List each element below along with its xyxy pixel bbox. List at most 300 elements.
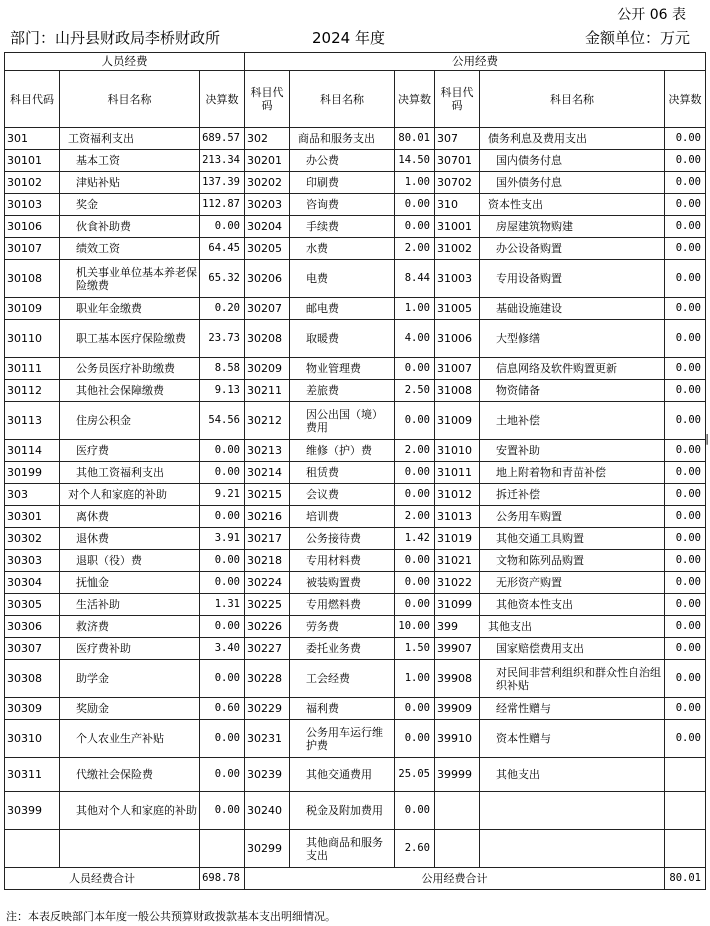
public-total-value: 80.01 xyxy=(665,868,706,890)
amount-value: 0.60 xyxy=(200,698,245,720)
subject-name: 专用设备购置 xyxy=(480,260,665,298)
public-category: 公用经费 xyxy=(245,53,706,71)
subject-name: 租赁费 xyxy=(290,462,395,484)
amount-value: 0.00 xyxy=(665,720,706,758)
subject-name: 印刷费 xyxy=(290,172,395,194)
amount-value: 2.50 xyxy=(395,380,435,402)
subject-code: 30103 xyxy=(5,194,60,216)
amount-value: 0.00 xyxy=(665,484,706,506)
subject-name xyxy=(480,792,665,830)
amount-value: 10.00 xyxy=(395,616,435,638)
amount-value: 0.00 xyxy=(665,638,706,660)
subject-code: 30225 xyxy=(245,594,290,616)
subject-name: 基本工资 xyxy=(60,150,200,172)
col-name: 科目名称 xyxy=(60,71,200,128)
subject-code: 30212 xyxy=(245,402,290,440)
subject-name xyxy=(60,830,200,868)
amount-value: 112.87 xyxy=(200,194,245,216)
subject-code: 39908 xyxy=(435,660,480,698)
table-row xyxy=(5,594,706,616)
subject-code: 31005 xyxy=(435,298,480,320)
amount-value: 8.58 xyxy=(200,358,245,380)
side-mark: | xyxy=(705,432,709,445)
subject-name: 电费 xyxy=(290,260,395,298)
subject-code: 39910 xyxy=(435,720,480,758)
subject-name: 维修（护）费 xyxy=(290,440,395,462)
subject-code: 31007 xyxy=(435,358,480,380)
subject-code: 31001 xyxy=(435,216,480,238)
table-row xyxy=(5,172,706,194)
amount-value: 0.00 xyxy=(665,440,706,462)
subject-code: 31021 xyxy=(435,550,480,572)
table-row xyxy=(5,758,706,792)
amount-value: 0.00 xyxy=(665,194,706,216)
subject-name: 物资储备 xyxy=(480,380,665,402)
amount-value xyxy=(200,830,245,868)
subject-name: 工资福利支出 xyxy=(60,128,200,150)
subject-name: 工会经费 xyxy=(290,660,395,698)
personnel-category: 人员经费 xyxy=(5,53,245,71)
subject-code: 39909 xyxy=(435,698,480,720)
table-row xyxy=(5,484,706,506)
amount-value: 2.00 xyxy=(395,506,435,528)
subject-name: 个人农业生产补贴 xyxy=(60,720,200,758)
table-number: 公开 06 表 xyxy=(617,7,686,23)
subject-name: 办公设备购置 xyxy=(480,238,665,260)
subject-name: 生活补助 xyxy=(60,594,200,616)
amount-value: 0.00 xyxy=(395,194,435,216)
subject-name: 商品和服务支出 xyxy=(290,128,395,150)
subject-name: 咨询费 xyxy=(290,194,395,216)
subject-code: 30231 xyxy=(245,720,290,758)
subject-code: 31008 xyxy=(435,380,480,402)
subject-name: 专用燃料费 xyxy=(290,594,395,616)
subject-code: 30204 xyxy=(245,216,290,238)
subject-name: 土地补偿 xyxy=(480,402,665,440)
subject-name: 资本性赠与 xyxy=(480,720,665,758)
subject-code: 31011 xyxy=(435,462,480,484)
subject-code: 30108 xyxy=(5,260,60,298)
amount-value: 0.00 xyxy=(665,660,706,698)
subject-code: 39999 xyxy=(435,758,480,792)
subject-code: 30106 xyxy=(5,216,60,238)
amount-value: 0.00 xyxy=(665,380,706,402)
subject-name: 经常性赠与 xyxy=(480,698,665,720)
table-row xyxy=(5,698,706,720)
subject-name: 对民间非营利组织和群众性自治组织补贴 xyxy=(480,660,665,698)
totals-row xyxy=(5,868,706,890)
subject-name: 信息网络及软件购置更新 xyxy=(480,358,665,380)
amount-value: 0.00 xyxy=(395,698,435,720)
subject-name: 奖金 xyxy=(60,194,200,216)
subject-code: 30308 xyxy=(5,660,60,698)
amount-value: 0.00 xyxy=(665,698,706,720)
subject-name: 会议费 xyxy=(290,484,395,506)
amount-value: 2.00 xyxy=(395,440,435,462)
table-row xyxy=(5,528,706,550)
table-row xyxy=(5,380,706,402)
amount-value: 0.00 xyxy=(200,440,245,462)
subject-name: 其他工资福利支出 xyxy=(60,462,200,484)
subject-name: 差旅费 xyxy=(290,380,395,402)
subject-code: 30306 xyxy=(5,616,60,638)
amount-value: 0.00 xyxy=(395,216,435,238)
subject-name: 其他资本性支出 xyxy=(480,594,665,616)
table-row xyxy=(5,216,706,238)
amount-value xyxy=(665,830,706,868)
subject-name: 代缴社会保险费 xyxy=(60,758,200,792)
table-row xyxy=(5,128,706,150)
category-row xyxy=(5,53,706,71)
subject-name: 医疗费 xyxy=(60,440,200,462)
subject-code: 30112 xyxy=(5,380,60,402)
subject-name: 福利费 xyxy=(290,698,395,720)
amount-value: 1.00 xyxy=(395,172,435,194)
table-row xyxy=(5,462,706,484)
table-row xyxy=(5,358,706,380)
table-row xyxy=(5,572,706,594)
subject-code: 30107 xyxy=(5,238,60,260)
subject-code: 31006 xyxy=(435,320,480,358)
subject-name: 抚恤金 xyxy=(60,572,200,594)
table-row xyxy=(5,830,706,868)
subject-code: 30304 xyxy=(5,572,60,594)
col-amount: 决算数 xyxy=(665,71,706,128)
amount-value: 137.39 xyxy=(200,172,245,194)
col-code: 科目代码 xyxy=(245,71,290,128)
subject-code: 30209 xyxy=(245,358,290,380)
amount-value: 0.00 xyxy=(395,484,435,506)
unit-label: 金额单位：万元 xyxy=(584,29,690,47)
subject-name: 职工基本医疗保险缴费 xyxy=(60,320,200,358)
subject-name: 因公出国（境）费用 xyxy=(290,402,395,440)
subject-code: 30111 xyxy=(5,358,60,380)
subject-code: 31002 xyxy=(435,238,480,260)
amount-value: 0.00 xyxy=(665,402,706,440)
footnote: 注：本表反映部门本年度一般公共预算财政拨款基本支出明细情况。 xyxy=(6,910,336,923)
col-name: 科目名称 xyxy=(290,71,395,128)
subject-name: 医疗费补助 xyxy=(60,638,200,660)
subject-name: 基础设施建设 xyxy=(480,298,665,320)
subject-code: 30702 xyxy=(435,172,480,194)
subject-name: 离休费 xyxy=(60,506,200,528)
subject-name: 其他支出 xyxy=(480,758,665,792)
subject-name: 国家赔偿费用支出 xyxy=(480,638,665,660)
subject-code: 31013 xyxy=(435,506,480,528)
amount-value: 3.91 xyxy=(200,528,245,550)
col-code: 科目代码 xyxy=(435,71,480,128)
subject-code: 30240 xyxy=(245,792,290,830)
table-row xyxy=(5,194,706,216)
subject-name: 对个人和家庭的补助 xyxy=(60,484,200,506)
amount-value: 0.00 xyxy=(665,594,706,616)
subject-code: 301 xyxy=(5,128,60,150)
amount-value: 0.00 xyxy=(395,792,435,830)
subject-code: 31022 xyxy=(435,572,480,594)
amount-value: 4.00 xyxy=(395,320,435,358)
subject-code: 30205 xyxy=(245,238,290,260)
subject-code: 399 xyxy=(435,616,480,638)
subject-code: 30310 xyxy=(5,720,60,758)
subject-name: 税金及附加费用 xyxy=(290,792,395,830)
amount-value: 0.00 xyxy=(200,616,245,638)
col-amount: 决算数 xyxy=(395,71,435,128)
table-row xyxy=(5,402,706,440)
year-label: 2024 年度 xyxy=(312,29,385,47)
subject-name: 大型修缮 xyxy=(480,320,665,358)
table-row xyxy=(5,660,706,698)
amount-value: 8.44 xyxy=(395,260,435,298)
subject-code: 30114 xyxy=(5,440,60,462)
subject-name: 手续费 xyxy=(290,216,395,238)
subject-code: 30218 xyxy=(245,550,290,572)
table-row xyxy=(5,260,706,298)
subject-name: 国外债务付息 xyxy=(480,172,665,194)
amount-value: 1.00 xyxy=(395,660,435,698)
table-row xyxy=(5,298,706,320)
subject-code xyxy=(435,830,480,868)
subject-name: 委托业务费 xyxy=(290,638,395,660)
amount-value: 0.00 xyxy=(665,572,706,594)
subject-code: 30102 xyxy=(5,172,60,194)
amount-value: 54.56 xyxy=(200,402,245,440)
amount-value: 9.21 xyxy=(200,484,245,506)
subject-code: 30211 xyxy=(245,380,290,402)
subject-code: 30109 xyxy=(5,298,60,320)
amount-value: 64.45 xyxy=(200,238,245,260)
amount-value: 0.00 xyxy=(200,720,245,758)
table-row xyxy=(5,150,706,172)
amount-value: 0.00 xyxy=(665,150,706,172)
amount-value: 689.57 xyxy=(200,128,245,150)
subject-name: 文物和陈列品购置 xyxy=(480,550,665,572)
subject-code: 30299 xyxy=(245,830,290,868)
amount-value: 0.00 xyxy=(665,172,706,194)
amount-value: 0.00 xyxy=(665,260,706,298)
subject-code: 30207 xyxy=(245,298,290,320)
subject-code: 30203 xyxy=(245,194,290,216)
subject-code: 30303 xyxy=(5,550,60,572)
amount-value xyxy=(665,792,706,830)
amount-value: 1.31 xyxy=(200,594,245,616)
subject-name: 其他交通费用 xyxy=(290,758,395,792)
subject-name: 其他交通工具购置 xyxy=(480,528,665,550)
subject-code: 31019 xyxy=(435,528,480,550)
subject-name: 劳务费 xyxy=(290,616,395,638)
subject-code: 30311 xyxy=(5,758,60,792)
column-header-row xyxy=(5,71,706,128)
report-header xyxy=(8,27,692,51)
subject-code: 30305 xyxy=(5,594,60,616)
amount-value: 0.00 xyxy=(395,720,435,758)
amount-value: 0.00 xyxy=(200,506,245,528)
subject-code: 39907 xyxy=(435,638,480,660)
subject-name: 住房公积金 xyxy=(60,402,200,440)
subject-code: 30199 xyxy=(5,462,60,484)
amount-value: 0.00 xyxy=(200,792,245,830)
subject-name: 奖励金 xyxy=(60,698,200,720)
amount-value: 2.60 xyxy=(395,830,435,868)
subject-name: 绩效工资 xyxy=(60,238,200,260)
subject-name: 其他支出 xyxy=(480,616,665,638)
subject-name: 机关事业单位基本养老保险缴费 xyxy=(60,260,200,298)
subject-name: 公务接待费 xyxy=(290,528,395,550)
subject-code: 30214 xyxy=(245,462,290,484)
amount-value: 80.01 xyxy=(395,128,435,150)
subject-name: 其他商品和服务支出 xyxy=(290,830,395,868)
subject-code: 30215 xyxy=(245,484,290,506)
table-row xyxy=(5,506,706,528)
subject-name: 国内债务付息 xyxy=(480,150,665,172)
subject-code: 30701 xyxy=(435,150,480,172)
amount-value: 0.00 xyxy=(200,758,245,792)
amount-value: 0.20 xyxy=(200,298,245,320)
subject-code: 30101 xyxy=(5,150,60,172)
amount-value: 0.00 xyxy=(200,216,245,238)
subject-code: 30226 xyxy=(245,616,290,638)
amount-value: 23.73 xyxy=(200,320,245,358)
subject-code: 31009 xyxy=(435,402,480,440)
subject-code: 30113 xyxy=(5,402,60,440)
table-row xyxy=(5,792,706,830)
subject-code: 30228 xyxy=(245,660,290,698)
subject-code: 31012 xyxy=(435,484,480,506)
subject-code: 30309 xyxy=(5,698,60,720)
subject-code: 30227 xyxy=(245,638,290,660)
subject-code: 30206 xyxy=(245,260,290,298)
amount-value: 9.13 xyxy=(200,380,245,402)
amount-value: 25.05 xyxy=(395,758,435,792)
subject-code: 31010 xyxy=(435,440,480,462)
amount-value: 0.00 xyxy=(395,358,435,380)
table-row xyxy=(5,616,706,638)
subject-code: 30301 xyxy=(5,506,60,528)
table-row xyxy=(5,440,706,462)
subject-name: 地上附着物和青苗补偿 xyxy=(480,462,665,484)
subject-code xyxy=(435,792,480,830)
table-row xyxy=(5,320,706,358)
col-amount: 决算数 xyxy=(200,71,245,128)
amount-value: 0.00 xyxy=(395,462,435,484)
subject-name: 被装购置费 xyxy=(290,572,395,594)
amount-value: 0.00 xyxy=(665,238,706,260)
amount-value: 0.00 xyxy=(200,660,245,698)
subject-code: 30216 xyxy=(245,506,290,528)
subject-name: 培训费 xyxy=(290,506,395,528)
subject-code: 303 xyxy=(5,484,60,506)
amount-value: 1.00 xyxy=(395,298,435,320)
subject-name: 公务用车购置 xyxy=(480,506,665,528)
department-label: 部门：山丹县财政局李桥财政所 xyxy=(10,29,221,47)
subject-code: 31099 xyxy=(435,594,480,616)
subject-code: 31003 xyxy=(435,260,480,298)
amount-value: 1.42 xyxy=(395,528,435,550)
amount-value: 0.00 xyxy=(665,616,706,638)
subject-name: 房屋建筑物购建 xyxy=(480,216,665,238)
amount-value: 0.00 xyxy=(665,506,706,528)
subject-name: 津贴补贴 xyxy=(60,172,200,194)
subject-code: 30239 xyxy=(245,758,290,792)
amount-value: 0.00 xyxy=(395,572,435,594)
amount-value: 0.00 xyxy=(665,128,706,150)
amount-value: 0.00 xyxy=(395,402,435,440)
subject-name: 伙食补助费 xyxy=(60,216,200,238)
subject-name: 资本性支出 xyxy=(480,194,665,216)
subject-code: 302 xyxy=(245,128,290,150)
subject-name: 无形资产购置 xyxy=(480,572,665,594)
amount-value: 0.00 xyxy=(200,572,245,594)
amount-value: 0.00 xyxy=(665,216,706,238)
amount-value: 0.00 xyxy=(395,550,435,572)
subject-name: 水费 xyxy=(290,238,395,260)
table-row xyxy=(5,550,706,572)
amount-value: 65.32 xyxy=(200,260,245,298)
public-total-label: 公用经费合计 xyxy=(245,868,665,890)
subject-code: 30213 xyxy=(245,440,290,462)
table-row xyxy=(5,238,706,260)
subject-code xyxy=(5,830,60,868)
amount-value xyxy=(665,758,706,792)
amount-value: 0.00 xyxy=(395,594,435,616)
amount-value: 0.00 xyxy=(665,550,706,572)
amount-value: 213.34 xyxy=(200,150,245,172)
table-row xyxy=(5,638,706,660)
subject-code: 30217 xyxy=(245,528,290,550)
subject-code: 30208 xyxy=(245,320,290,358)
subject-name: 公务员医疗补助缴费 xyxy=(60,358,200,380)
amount-value: 2.00 xyxy=(395,238,435,260)
subject-code: 30307 xyxy=(5,638,60,660)
table-row xyxy=(5,720,706,758)
subject-name: 助学金 xyxy=(60,660,200,698)
subject-name: 救济费 xyxy=(60,616,200,638)
subject-code: 30399 xyxy=(5,792,60,830)
col-name: 科目名称 xyxy=(480,71,665,128)
subject-code: 30302 xyxy=(5,528,60,550)
amount-value: 0.00 xyxy=(665,320,706,358)
subject-code: 30201 xyxy=(245,150,290,172)
subject-code: 307 xyxy=(435,128,480,150)
col-code: 科目代码 xyxy=(5,71,60,128)
subject-name: 其他社会保障缴费 xyxy=(60,380,200,402)
subject-code: 30224 xyxy=(245,572,290,594)
amount-value: 0.00 xyxy=(665,462,706,484)
subject-name: 专用材料费 xyxy=(290,550,395,572)
budget-table xyxy=(4,52,706,890)
amount-value: 3.40 xyxy=(200,638,245,660)
subject-name: 安置补助 xyxy=(480,440,665,462)
amount-value: 0.00 xyxy=(665,528,706,550)
amount-value: 0.00 xyxy=(200,462,245,484)
personnel-total-value: 698.78 xyxy=(200,868,245,890)
subject-code: 30110 xyxy=(5,320,60,358)
subject-name: 职业年金缴费 xyxy=(60,298,200,320)
subject-code: 30229 xyxy=(245,698,290,720)
subject-name: 公务用车运行维护费 xyxy=(290,720,395,758)
personnel-total-label: 人员经费合计 xyxy=(5,868,200,890)
subject-code: 310 xyxy=(435,194,480,216)
subject-name: 退休费 xyxy=(60,528,200,550)
amount-value: 0.00 xyxy=(665,358,706,380)
subject-name xyxy=(480,830,665,868)
subject-name: 其他对个人和家庭的补助 xyxy=(60,792,200,830)
subject-name: 债务利息及费用支出 xyxy=(480,128,665,150)
amount-value: 0.00 xyxy=(200,550,245,572)
subject-name: 物业管理费 xyxy=(290,358,395,380)
subject-name: 退职（役）费 xyxy=(60,550,200,572)
amount-value: 1.50 xyxy=(395,638,435,660)
subject-name: 办公费 xyxy=(290,150,395,172)
